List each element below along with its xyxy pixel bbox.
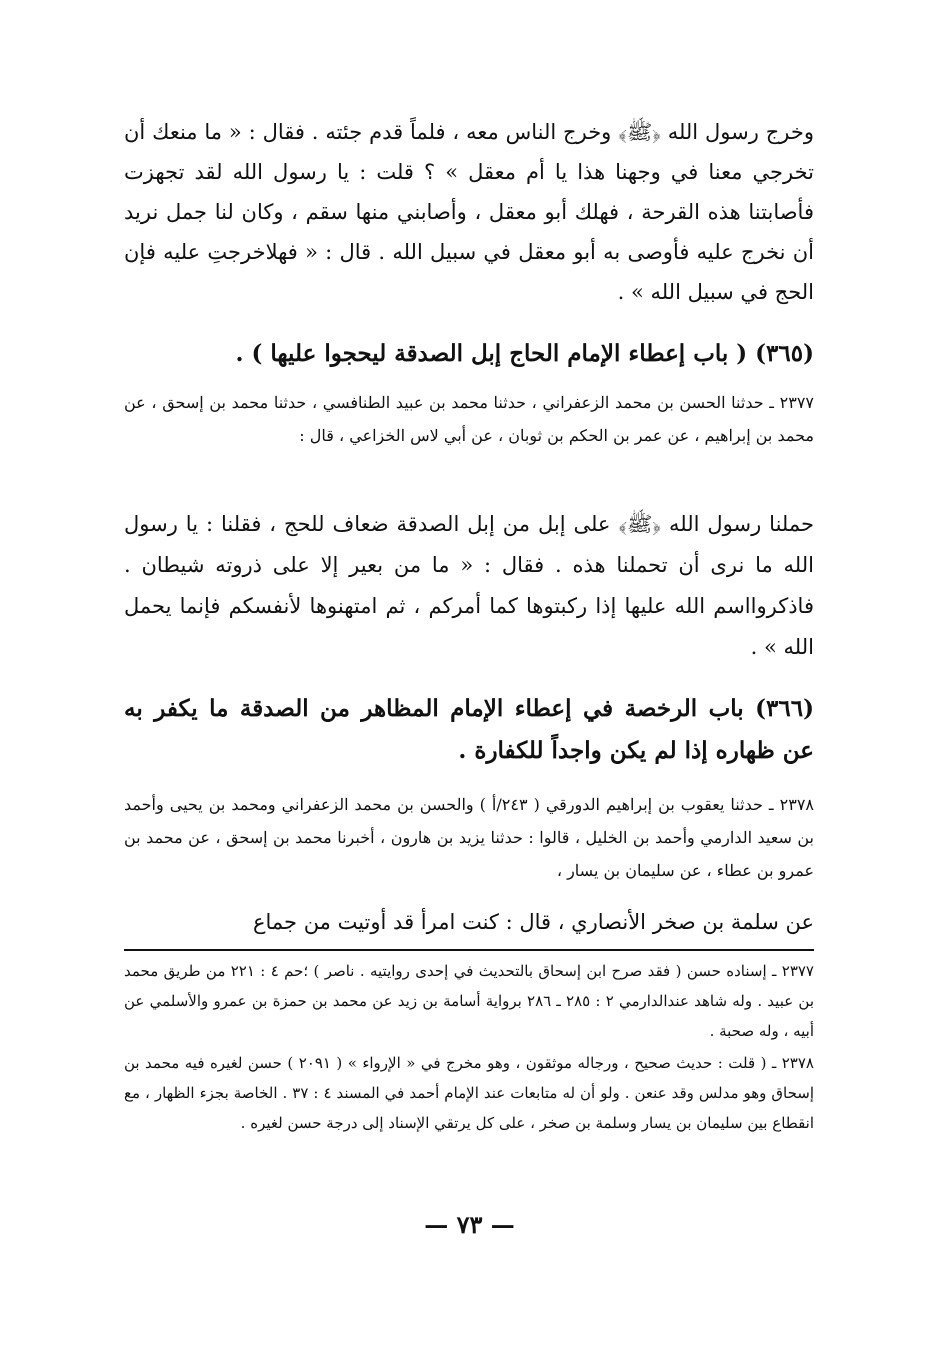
- footnotes: [124, 956, 814, 1140]
- matn-2378: عن سلمة بن صخر الأنصاري ، قال : كنت امرأ قد أوتيت من جماع: [252, 910, 814, 934]
- chapter-heading-365: (٣٦٥) ( باب إعطاء الإمام الحاج إبل الصدقة ليحجوا عليها ) .: [235, 340, 814, 367]
- isnad-2378: ٢٣٧٨ ـ حدثنا يعقوب بن إبراهيم الدورقي ( ٢٤٣/أ ) والحسن بن محمد الزعفراني ومحمد بن يحيى وأحمد بن سعيد الدارمي وأحمد بن الخليل ، قالوا : حدثنا يزيد بن هارون ، أخبرنا محمد بن إسحق ، عن محمد بن عمرو بن عطاء ، عن سليمان بن يسار ،: [124, 795, 814, 880]
- footnote-2378: ٢٣٧٨ ـ ( قلت : حديث صحيح ، ورجاله موثقون ، وهو مخرج في « الإرواء » ( ٢٠٩١ ) حسن لغيره فيه محمد بن إسحاق وهو مدلس وقد عنعن . ولو أن له متابعات عند الإمام أحمد في المسند ٤ : ٣٧ . الخاصة بجزء الظهار ، مع انقطاع بين سليمان بن يسار وسلمة بن صخر ، على كل يرتقي الإسناد إلى درجة حسن لغيره .: [124, 1054, 815, 1132]
- matn-2377: حملنا رسول الله ﴿ﷺ﴾ على إبل من إبل الصدقة ضعاف للحج ، فقلنا : يا رسول الله ما نرى أن تحملنا هذه . فقال : « ما من بعير إلا على ذروته شيطان . فاذكروااسم الله عليها إذا ركبتوها كما أمركم ، ثم امتهنوها لأنفسكم فإنما يحمل الله » .: [124, 512, 814, 659]
- page-number: — ٧٣ —: [424, 1210, 515, 1239]
- chapter-heading-366: (٣٦٦) باب الرخصة في إعطاء الإمام المظاهر من الصدقة ما يكفر به عن ظهاره إذا لم يكن واجداً للكفارة .: [124, 695, 814, 764]
- footnote-divider: [124, 949, 814, 951]
- footnote-2377: ٢٣٧٧ ـ إسناده حسن ( فقد صرح ابن إسحاق بالتحديث في إحدى روايتيه . ناصر ) ؛حم ٤ : ٢٢١ من طريق محمد بن عبيد . وله شاهد عندالدارمي ٢ : ٢٨٥ ـ ٢٨٦ برواية أسامة بن زيد عن محمد بن حمزة بن عمرو والأسلمي عن أبيه ، وله صحبة .: [124, 962, 814, 1040]
- isnad-2377: ٢٣٧٧ ـ حدثنا الحسن بن محمد الزعفراني ، حدثنا محمد بن عبيد الطنافسي ، حدثنا محمد بن إسحق ، عن محمد بن إبراهيم ، عن عمر بن الحكم بن ثوبان ، عن أبي لاس الخزاعي ، قال :: [124, 393, 814, 445]
- lead-paragraph: وخرج رسول الله ﴿ﷺ﴾ وخرج الناس معه ، فلماً قدم جئته . فقال : « ما منعك أن تخرجي معنا في وجهنا هذا يا أم معقل » ؟ قلت : يا رسول الله لقد تجهزت فأصابتنا هذه القرحة ، فهلك أبو معقل ، وأصابني منها سقم ، وكان لنا جمل نريد أن نخرج عليه فأوصى به أبو معقل في سبيل الله . قال : « فهلاخرجتِ عليه فإن الحج في سبيل الله » .: [124, 120, 814, 304]
